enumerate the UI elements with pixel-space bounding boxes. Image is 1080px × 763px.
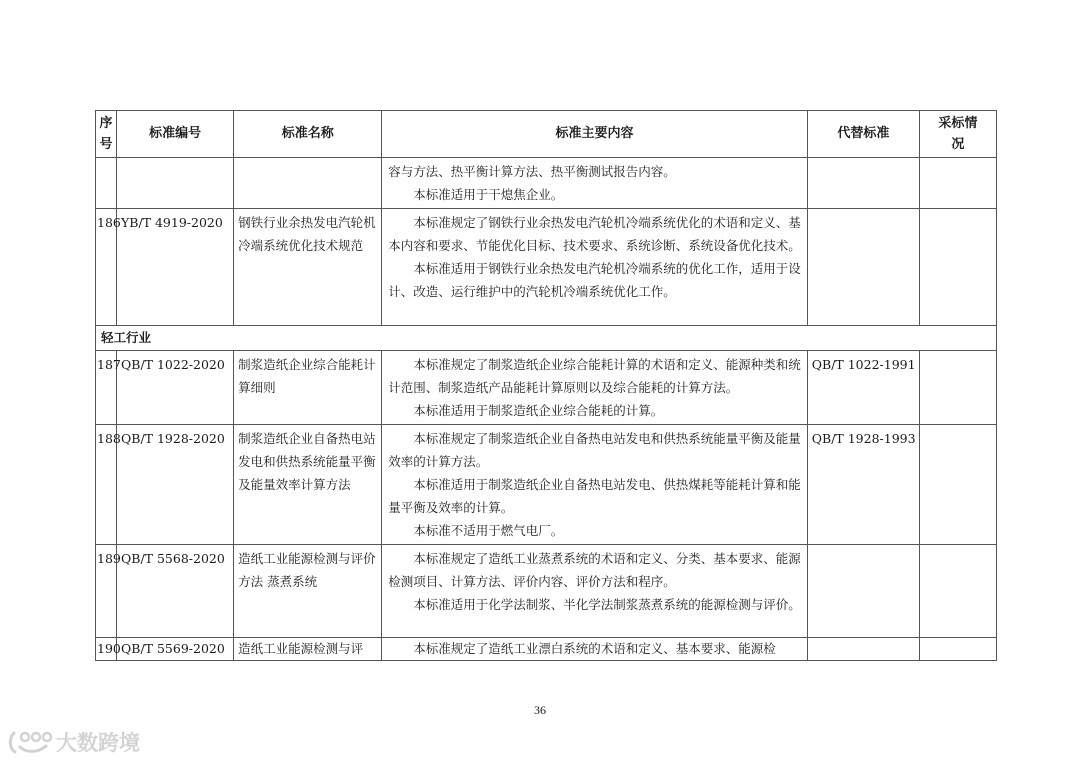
status-cell bbox=[919, 545, 996, 638]
name-cell: 造纸工业能源检测与评 bbox=[234, 638, 382, 661]
table-header-row bbox=[96, 111, 997, 158]
header-no: 序号 bbox=[96, 111, 117, 158]
table-row bbox=[96, 209, 997, 326]
code-cell: QB/T 5568-2020 bbox=[117, 545, 234, 638]
content-cell bbox=[382, 545, 807, 638]
header-code: 标准编号 bbox=[117, 111, 234, 158]
section-title: 轻工行业 bbox=[96, 326, 997, 351]
name-cell: 制浆造纸企业自备热电站发电和供热系统能量平衡及能量效率计算方法 bbox=[234, 425, 382, 545]
page-number: 36 bbox=[534, 703, 546, 717]
table-row bbox=[96, 638, 997, 661]
content-paragraph: 本标准适用于化学法制浆、半化学法制浆蒸煮系统的能源检测与评价。 bbox=[413, 597, 801, 612]
status-cell bbox=[919, 638, 996, 661]
standards-table bbox=[95, 110, 997, 661]
code-cell: QB/T 1022-2020 bbox=[117, 351, 234, 425]
table-row bbox=[96, 545, 997, 638]
row-no-cell: 189 bbox=[96, 545, 117, 638]
content-paragraph: 容与方法、热平衡计算方法、热平衡测试报告内容。 bbox=[388, 164, 676, 179]
row-no-cell: 187 bbox=[96, 351, 117, 425]
table-row bbox=[96, 351, 997, 425]
name-cell: 制浆造纸企业综合能耗计算细则 bbox=[234, 351, 382, 425]
name-cell: 造纸工业能源检测与评价方法 蒸煮系统 bbox=[234, 545, 382, 638]
replaced-cell: QB/T 1928-1993 bbox=[807, 425, 919, 545]
content-cell bbox=[382, 158, 807, 209]
watermark bbox=[8, 727, 140, 757]
header-name: 标准名称 bbox=[234, 111, 382, 158]
replaced-cell: QB/T 1022-1991 bbox=[807, 351, 919, 425]
header-status: 采标情况 bbox=[919, 111, 996, 158]
watermark-text: 大数跨境 bbox=[56, 731, 140, 755]
table-row bbox=[96, 425, 997, 545]
code-cell: QB/T 1928-2020 bbox=[117, 425, 234, 545]
content-paragraph: 本标准规定了制浆造纸企业自备热电站发电和供热系统能量平衡及能量效率的计算方法。 bbox=[388, 431, 801, 469]
row-no-cell: 186 bbox=[96, 209, 117, 326]
row-no-cell: 188 bbox=[96, 425, 117, 545]
status-cell bbox=[919, 425, 996, 545]
content-paragraph: 本标准适用于制浆造纸企业自备热电站发电、供热煤耗等能耗计算和能量平衡及效率的计算。 bbox=[388, 477, 801, 515]
content-paragraph: 本标准适用于钢铁行业余热发电汽轮机冷端系统的优化工作，适用于设计、改造、运行维护中的汽轮机冷端系统优化工作。 bbox=[388, 261, 801, 299]
content-cell bbox=[382, 209, 807, 326]
content-cell bbox=[382, 425, 807, 545]
header-replaced: 代替标准 bbox=[807, 111, 919, 158]
replaced-cell bbox=[807, 638, 919, 661]
status-cell bbox=[919, 351, 996, 425]
content-cell bbox=[382, 351, 807, 425]
content-paragraph: 本标准适用于干熄焦企业。 bbox=[413, 187, 564, 202]
header-content: 标准主要内容 bbox=[382, 111, 807, 158]
name-cell: 钢铁行业余热发电汽轮机冷端系统优化技术规范 bbox=[234, 209, 382, 326]
content-paragraph: 本标准规定了钢铁行业余热发电汽轮机冷端系统优化的术语和定义、基本内容和要求、节能优化目标、技术要求、系统诊断、系统设备优化技术。 bbox=[388, 215, 801, 253]
replaced-cell bbox=[807, 209, 919, 326]
code-cell: YB/T 4919-2020 bbox=[117, 209, 234, 326]
row-no-cell: 190 bbox=[96, 638, 117, 661]
content-cell bbox=[382, 638, 807, 661]
content-paragraph: 本标准规定了造纸工业蒸煮系统的术语和定义、分类、基本要求、能源检测项目、计算方法、评价内容、评价方法和程序。 bbox=[388, 551, 801, 589]
section-row bbox=[96, 326, 997, 351]
content-paragraph: 本标准适用于制浆造纸企业综合能耗的计算。 bbox=[413, 403, 664, 418]
content-paragraph: 本标准规定了制浆造纸企业综合能耗计算的术语和定义、能源种类和统计范围、制浆造纸产品能耗计算原则以及综合能耗的计算方法。 bbox=[388, 357, 801, 395]
brand-logo-icon bbox=[8, 729, 52, 755]
content-paragraph: 本标准规定了造纸工业漂白系统的术语和定义、基本要求、能源检 bbox=[413, 641, 776, 656]
table-row-continuation bbox=[96, 158, 997, 209]
content-paragraph: 本标准不适用于燃气电厂。 bbox=[413, 523, 564, 538]
replaced-cell bbox=[807, 545, 919, 638]
code-cell: QB/T 5569-2020 bbox=[117, 638, 234, 661]
status-cell bbox=[919, 209, 996, 326]
